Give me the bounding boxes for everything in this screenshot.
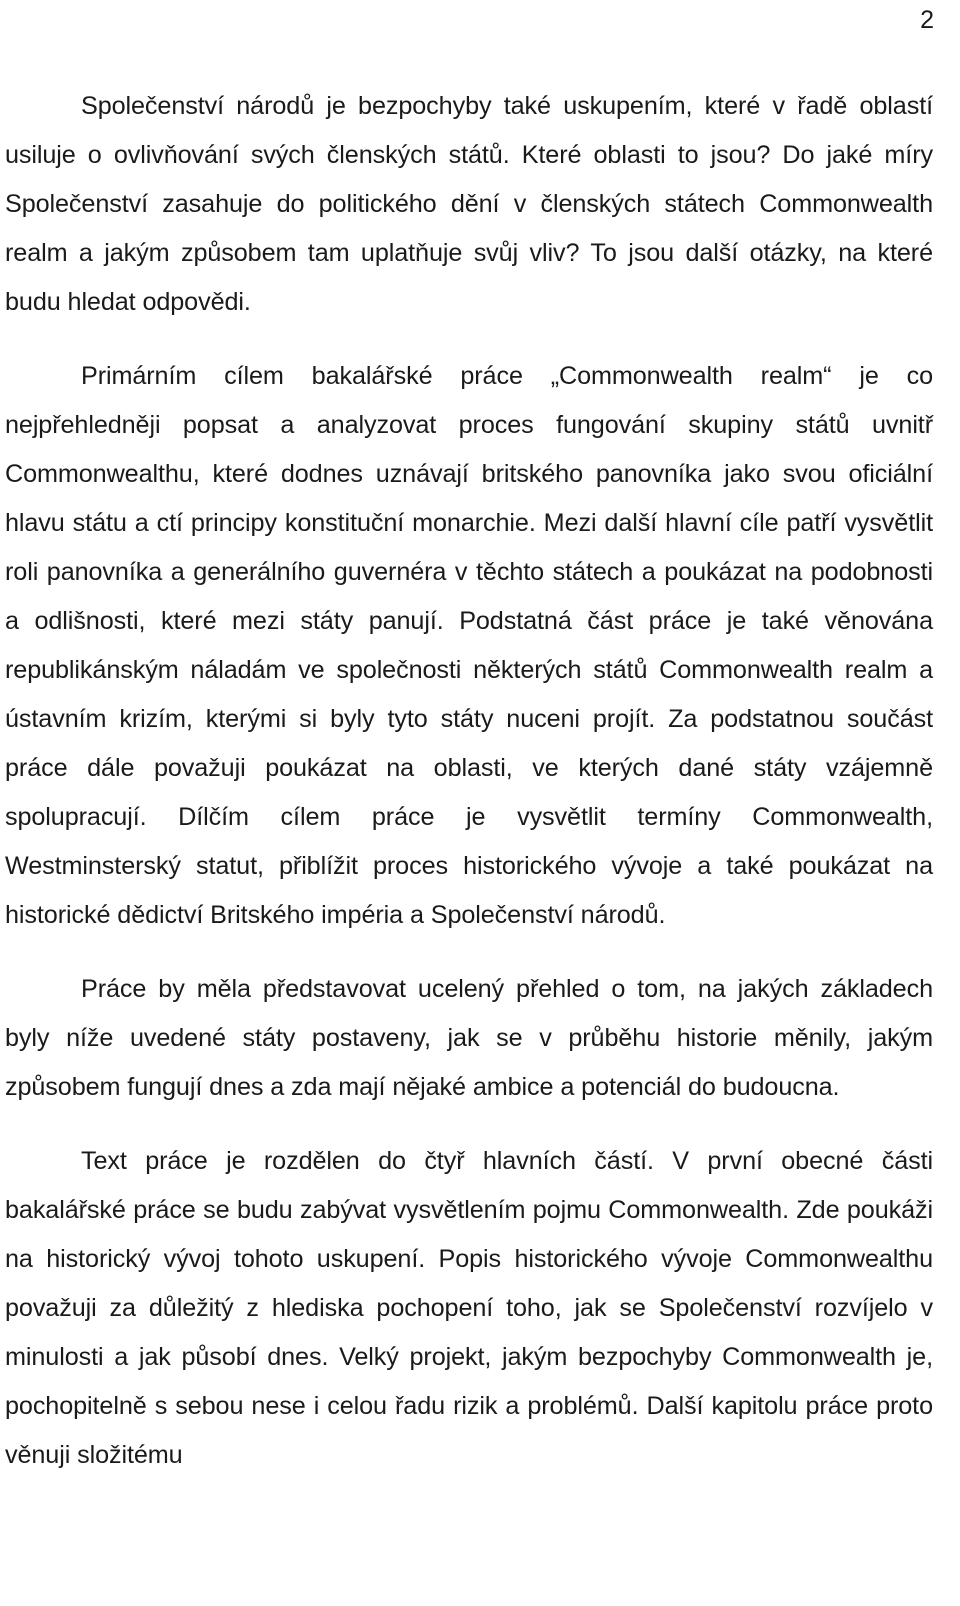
paragraph-primary-goal: Primárním cílem bakalářské práce „Commonwealth realm“ je co nejpřehledněji popsat a analyzovat proces fungování skupiny států uvnitř Commonwealthu, které dodnes uznávají britského panovníka jako svou oficiální hlavu státu a ctí principy konstituční monarchie. Mezi další hlavní cíle patří vysvětlit roli panovníka a generálního guvernéra v těchto státech a poukázat na podobnosti a odlišnosti, které mezi státy panují. Podstatná část práce je také věnována republikánským náladám ve společnosti některých států Commonwealth realm a ústavním krizím, kterými si byly tyto státy nuceni projít. Za podstatnou součást práce dále považuji poukázat na oblasti, ve kterých dané státy vzájemně spolupracují. Dílčím cílem práce je vysvětlit termíny Commonwealth, Westminsterský statut, přiblížit proces historického vývoje a také poukázat na historické dědictví Britského impéria a Společenství národů. <box>5 362 933 929</box>
paragraph-overview: Práce by měla představovat ucelený přehled o tom, na jakých základech byly níže uvedené státy postaveny, jak se v průběhu historie měnily, jakým způsobem fungují dnes a zda mají nějaké ambice a potenciál do budoucna. <box>5 975 933 1101</box>
paragraph-structure: Text práce je rozdělen do čtyř hlavních částí. V první obecné části bakalářské práce se budu zabývat vysvětlením pojmu Commonwealth. Zde poukáži na historický vývoj tohoto uskupení. Popis historického vývoje Commonwealthu považuji za důležitý z hlediska pochopení toho, jak se Společenství rozvíjelo v minulosti a jak působí dnes. Velký projekt, jakým bezpochyby Commonwealth je, pochopitelně s sebou nese i celou řadu rizik a problémů. Další kapitolu práce proto věnuji složitému <box>5 1147 933 1469</box>
body-text <box>5 82 933 1480</box>
page-number: 2 <box>920 6 934 34</box>
paragraph-intro-questions: Společenství národů je bezpochyby také uskupením, které v řadě oblastí usiluje o ovlivňování svých členských států. Které oblasti to jsou? Do jaké míry Společenství zasahuje do politického dění v členských státech Commonwealth realm a jakým způsobem tam uplatňuje svůj vliv? To jsou další otázky, na které budu hledat odpovědi. <box>5 92 933 316</box>
